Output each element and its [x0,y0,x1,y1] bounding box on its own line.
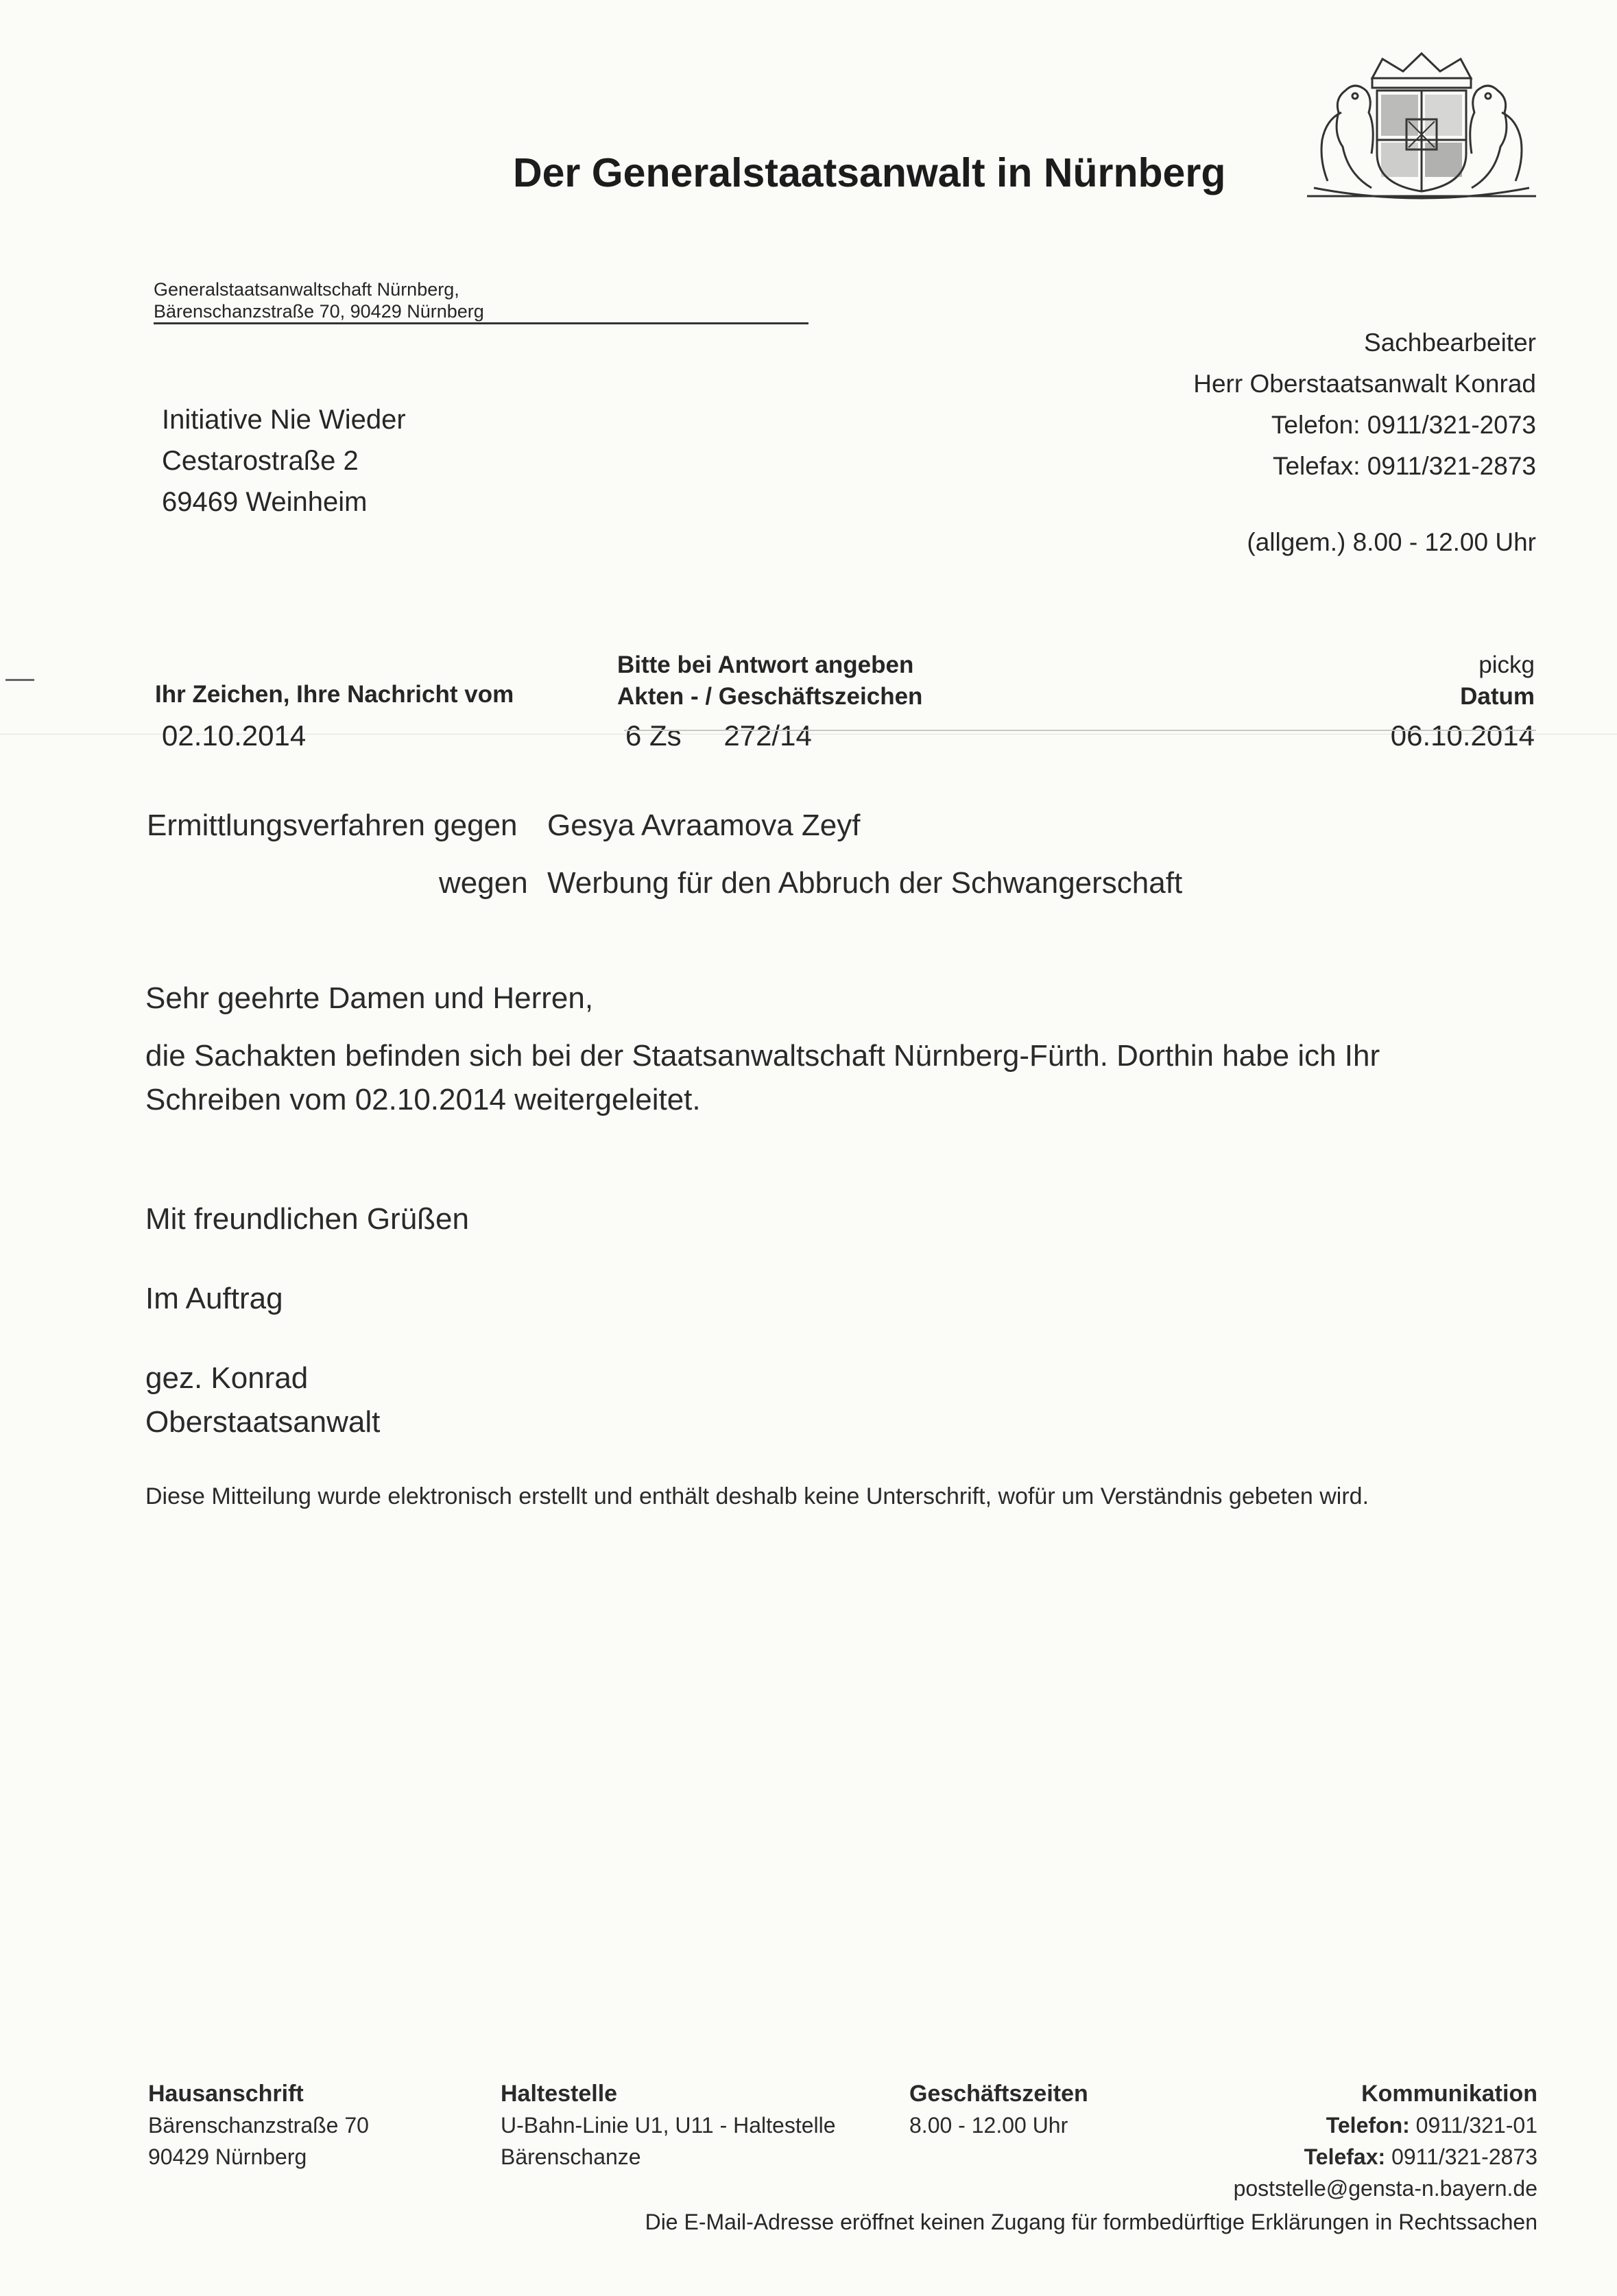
your-reference-date: 02.10.2014 [162,719,307,752]
clerk-initials: pickg [1478,651,1535,678]
footer-house-street: Bärenschanzstraße 70 [148,2113,369,2138]
our-reference-label-line-1: Bitte bei Antwort angeben [617,651,914,678]
footer-house-heading: Hausanschrift [148,2081,304,2107]
contact-phone: Telefon: 0911/321-2073 [1271,411,1536,439]
recipient-street: Cestarostraße 2 [162,446,359,476]
file-number-main: 272/14 [723,719,812,752]
footer-email: poststelle@gensta-n.bayern.de [1233,2176,1537,2201]
footer-phone-row [1234,2109,1537,2141]
footer-communication [1234,2078,1537,2204]
bavarian-coat-of-arms-icon [1300,51,1543,208]
footer-hours-value: 8.00 - 12.00 Uhr [909,2113,1068,2138]
footer-fax-row [1234,2141,1537,2173]
footer-house-address [148,2078,369,2173]
footer-stop-line-2: Bärenschanze [501,2144,641,2169]
footer-transit-stop [501,2078,836,2173]
contact-fax: Telefax: 0911/321-2873 [1272,452,1536,480]
return-address [154,278,809,324]
return-address-line-2: Bärenschanzstraße 70, 90429 Nürnberg [154,300,809,324]
date-label [1460,649,1535,713]
footer-phone: 0911/321-01 [1415,2113,1537,2138]
reference-underline [624,730,1536,731]
your-reference-label: Ihr Zeichen, Ihre Nachricht vom [155,681,514,708]
electronic-notice: Diese Mitteilung wurde elektronisch erstellt und enthält deshalb keine Unterschrift, wofür um Verständnis gebeten wird. [145,1483,1369,1509]
date-heading: Datum [1460,683,1535,710]
contact-hours: (allgem.) 8.00 - 12.00 Uhr [1247,528,1536,556]
fold-mark [5,679,34,681]
footer-comm-heading: Kommunikation [1361,2081,1537,2107]
salutation: Sehr geehrte Damen und Herren, [145,981,594,1015]
footer-fax: 0911/321-2873 [1391,2144,1537,2169]
return-address-line-1: Generalstaatsanwaltschaft Nürnberg, [154,279,459,300]
footer-hours-heading: Geschäftszeiten [909,2081,1088,2107]
file-number [625,719,812,752]
our-reference-label-line-2: Akten - / Geschäftszeichen [617,683,923,710]
subject-accused: Gesya Avraamova Zeyf [547,809,861,842]
footer-email-disclaimer: Die E-Mail-Adresse eröffnet keinen Zugang für formbedürftige Erklärungen in Rechtssachen [645,2210,1537,2234]
contact-heading: Sachbearbeiter [1364,328,1536,357]
subject-proceeding-label: Ermittlungsverfahren gegen [147,809,518,842]
signature-title: Oberstaatsanwalt [145,1405,381,1439]
letterhead-title: Der Generalstaatsanwalt in Nürnberg [513,150,1226,195]
footer-stop-heading: Haltestelle [501,2081,618,2107]
contact-block [1193,322,1536,487]
footer-house-city: 90429 Nürnberg [148,2144,307,2169]
contact-person: Herr Oberstaatsanwalt Konrad [1193,370,1536,398]
recipient-name: Initiative Nie Wieder [162,405,406,435]
subject-reason: Werbung für den Abbruch der Schwangerschaft [547,866,1183,900]
footer-business-hours [909,2078,1088,2141]
in-order: Im Auftrag [145,1282,283,1315]
footer-phone-label: Telefon: [1326,2113,1410,2138]
closing: Mit freundlichen Grüßen [145,1202,469,1236]
our-reference-label [617,649,922,713]
recipient-address [162,399,406,523]
footer-fax-label: Telefax: [1304,2144,1386,2169]
file-number-prefix: 6 Zs [625,719,682,752]
subject-reason-label: wegen [439,866,528,900]
recipient-city: 69469 Weinheim [162,487,368,517]
letter-date: 06.10.2014 [1390,719,1535,752]
body-paragraph: die Sachakten befinden sich bei der Staatsanwaltschaft Nürnberg-Fürth. Dorthin habe ich Ihr Schreiben vom 02.10.2014 weitergeleitet. [145,1039,1380,1116]
footer-stop-line-1: U-Bahn-Linie U1, U11 - Haltestelle [501,2113,836,2138]
signature: gez. Konrad [145,1361,309,1395]
